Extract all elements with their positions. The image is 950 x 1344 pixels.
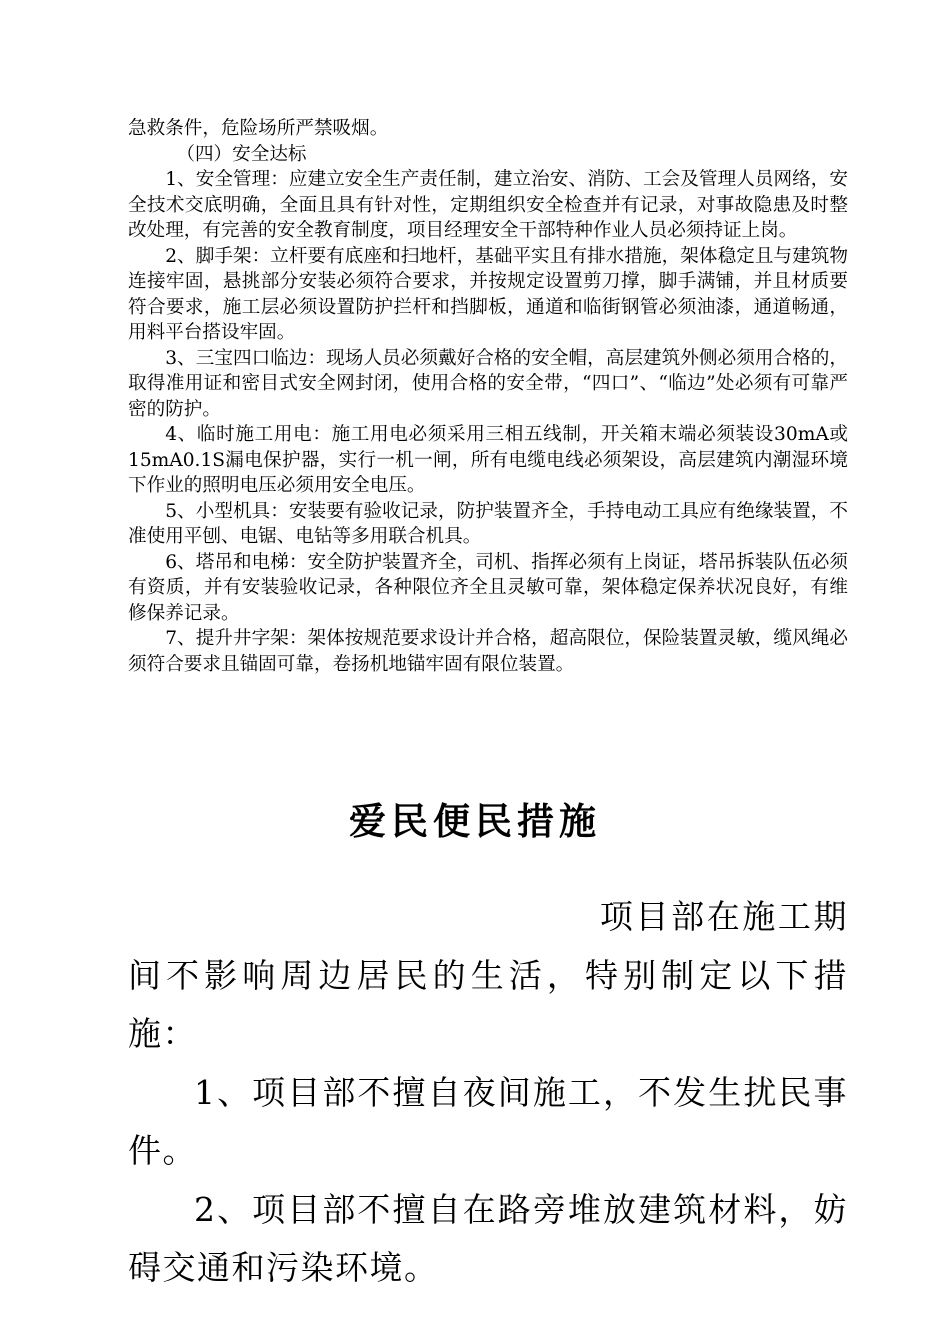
paragraph-tower-crane: 6、塔吊和电梯：安全防护装置齐全，司机、指挥必须有上岗证，塔吊拆装队伍必须有资质，并有安装验收记录，各种限位齐全且灵敏可靠，架体稳定保养状况良好，有维修保养记录。: [128, 551, 848, 624]
resident-measures-section: [128, 888, 848, 1298]
paragraph-three-treasures: 3、三宝四口临边：现场人员必须戴好合格的安全帽，高层建筑外侧必须用合格的，取得准用证和密目式安全网封闭，使用合格的安全带，“四口”、“临边”处必须有可靠严密的防护。: [128, 347, 848, 420]
paragraph-scaffolding: 2、脚手架：立杆要有底座和扫地杆，基础平实且有排水措施，架体稳定且与建筑物连接牢固，悬挑部分安装必须符合要求，并按规定设置剪刀撑，脚手满铺，并且材质要符合要求，施工层必须设置防护拦杆和挡脚板，通道和临街钢管必须油漆，通道畅通，用料平台搭设牢固。: [128, 245, 848, 343]
paragraph-temporary-power: 4、临时施工用电：施工用电必须采用三相五线制，开关箱末端必须装设30mA或15mA0.1S漏电保护器，实行一机一闸，所有电缆电线必须架设，高层建筑内潮湿环境下作业的照明电压必须用安全电压。: [128, 424, 848, 496]
safety-standards-section: [128, 116, 848, 677]
paragraph-hoist-frame: 7、提升井字架：架体按规范要求设计并合格，超高限位，保险装置灵敏，缆风绳必须符合要求且锚固可靠，卷扬机地锚牢固有限位装置。: [128, 628, 848, 675]
paragraph-safety-management: 1、安全管理：应建立安全生产责任制，建立治安、消防、工会及管理人员网络，安全技术交底明确，全面且具有针对性，定期组织安全检查并有记录，对事故隐患及时整改处理，有完善的安全教育制度，项目经理安全干部特种作业人员必须持证上岗。: [128, 169, 848, 241]
measure-item: 1、项目部不擅自夜间施工，不发生扰民事件。: [128, 1072, 848, 1170]
measure-item: 2、项目部不擅自在路旁堆放建筑材料，妨碍交通和污染环境。: [128, 1189, 848, 1287]
subsection-heading: （四）安全达标: [176, 143, 307, 165]
intro-paragraph: 项目部在施工期间不影响周边居民的生活，特别制定以下措施：: [128, 897, 848, 1053]
paragraph-small-tools: 5、小型机具：安装要有验收记录，防护装置齐全，手持电动工具应有绝缘装置，不准使用平刨、电锯、电钻等多用联合机具。: [128, 500, 848, 547]
section-title: 爱民便民措施: [349, 800, 601, 843]
paragraph-continuation: 急救条件，危险场所严禁吸烟。: [128, 118, 389, 139]
